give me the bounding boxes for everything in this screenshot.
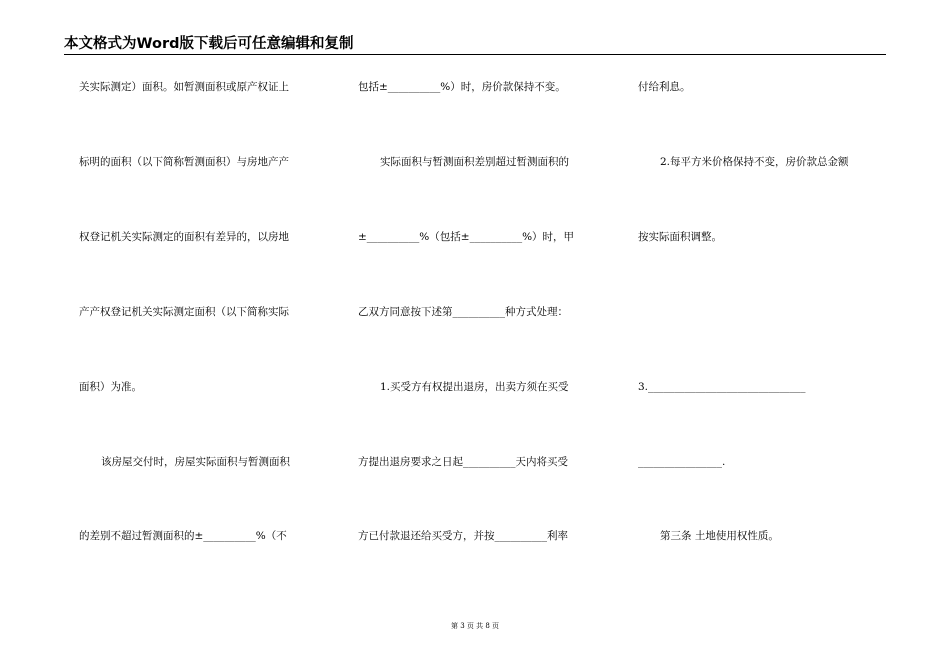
text-line: 2.每平方米价格保持不变，房价款总金额 (660, 156, 849, 168)
text-line: 1.买受方有权提出退房，出卖方须在买受 (380, 381, 569, 393)
page-header (64, 34, 886, 54)
text-line: 按实际面积调整。 (638, 231, 722, 243)
text-line: ________________. (638, 456, 726, 468)
text-line: 3.______________________________ (638, 381, 806, 393)
text-line: 第三条 土地使用权性质。 (660, 530, 779, 542)
page-number: 第 3 页 共 8 页 (450, 622, 500, 630)
text-line: 方已付款退还给买受方，并按__________利率 (358, 530, 568, 542)
text-line: 实际面积与暂测面积差别超过暂测面积的 (380, 156, 569, 168)
header-title: 本文格式为Word版下载后可任意编辑和复制 (64, 36, 354, 52)
text-line: 方提出退房要求之日起__________天内将买受 (358, 456, 568, 468)
text-line: 面积）为准。 (79, 381, 142, 393)
text-line: 该房屋交付时，房屋实际面积与暂测面积 (101, 456, 290, 468)
text-line: 权登记机关实际测定的面积有差异的，以房地 (79, 231, 289, 243)
text-line: 关实际测定）面积。如暂测面积或原产权证上 (79, 81, 289, 93)
text-line: 付给利息。 (638, 81, 691, 93)
text-line: 的差别不超过暂测面积的±__________%（不 (79, 530, 287, 542)
text-line: ±__________%（包括±__________%）时，甲 (358, 231, 575, 243)
text-line: 包括±__________%）时，房价款保持不变。 (358, 81, 566, 93)
text-line: 乙双方同意按下述第__________种方式处理： (358, 306, 568, 318)
text-line: 标明的面积（以下简称暂测面积）与房地产产 (79, 156, 289, 168)
header-divider (64, 54, 886, 55)
text-line: 产产权登记机关实际测定面积（以下简称实际 (79, 306, 289, 318)
